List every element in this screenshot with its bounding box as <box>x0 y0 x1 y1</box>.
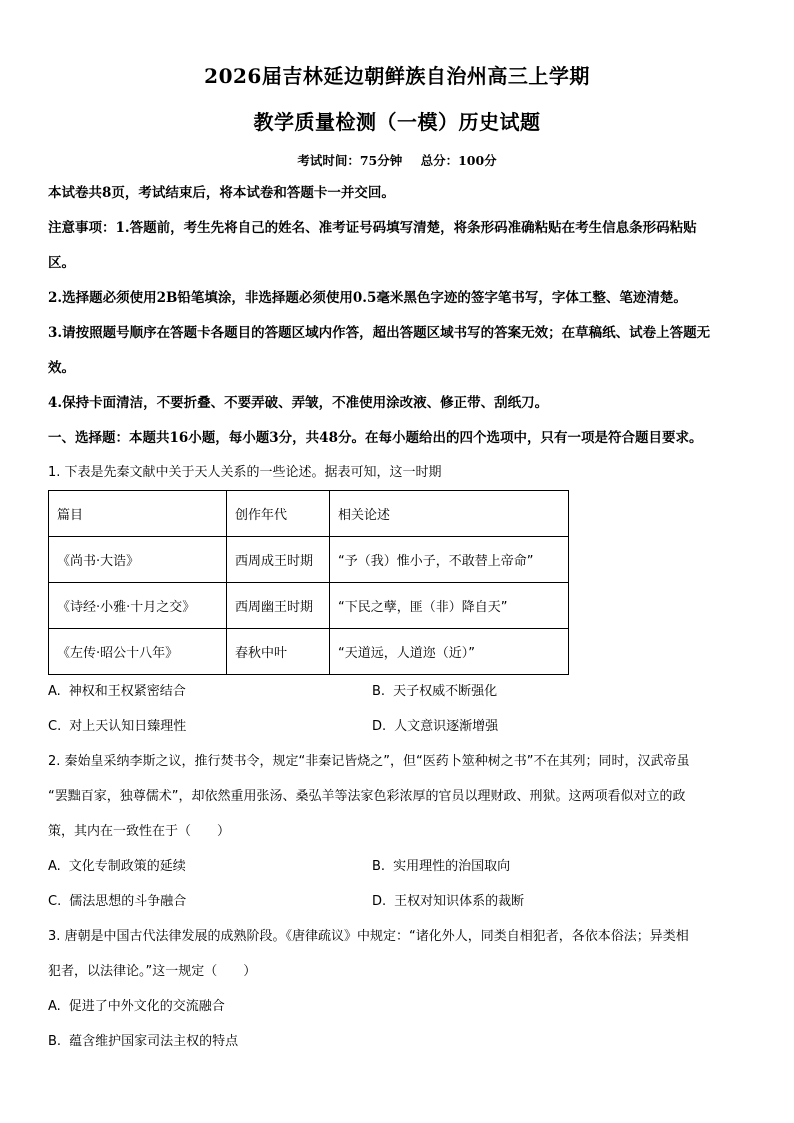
option-label: B. <box>372 859 386 874</box>
question-2-stem-line: “罢黜百家，独尊儒术”，却依然重用张汤、桑弘羊等法家色彩浓厚的官员以理财政、刑狱。这两项看似对立的政 <box>48 789 686 804</box>
q1-option-c <box>48 717 186 737</box>
exam-time: 考试时间：75分钟 <box>297 153 403 168</box>
notice-item-3: 3.请按照题号顺序在答题卡各题目的答题区域内作答，超出答题区域书写的答案无效；在草稿纸、试卷上答题无 <box>48 325 711 341</box>
table-cell: “天道远，人道迩（近）” <box>330 629 569 675</box>
table-cell: 《诗经·小雅·十月之交》 <box>49 583 227 629</box>
exam-title-line2: 教学质量检测（一模）历史试题 <box>253 110 541 134</box>
option-label: C. <box>48 894 62 909</box>
option-text: 蕴含维护国家司法主权的特点 <box>69 1034 239 1049</box>
notice-item-3-cont: 效。 <box>48 360 75 376</box>
section-heading: 一、选择题：本题共16小题，每小题3分，共48分。在每小题给出的四个选项中，只有一项是符合题目要求。 <box>48 430 703 446</box>
q2-option-d <box>372 892 524 912</box>
option-text: 实用理性的治国取向 <box>393 859 511 874</box>
exam-info <box>0 151 794 169</box>
table-header-cell: 创作年代 <box>227 491 330 537</box>
table-header-row <box>49 491 569 537</box>
instruction-line: 本试卷共8页，考试结束后，将本试卷和答题卡一并交回。 <box>48 185 395 201</box>
option-label: D. <box>372 894 387 909</box>
notice-item-2: 2.选择题必须使用2B铅笔填涂，非选择题必须使用0.5毫米黑色字迹的签字笔书写，字体工整、笔迹清楚。 <box>48 290 687 306</box>
option-text: 人文意识逐渐增强 <box>394 719 499 734</box>
q2-option-a <box>48 857 186 877</box>
q1-option-a <box>48 682 186 702</box>
q3-option-b <box>48 1032 238 1052</box>
table-cell: 春秋中叶 <box>227 629 330 675</box>
question-2-stem-line: 2. 秦始皇采纳李斯之议，推行焚书令，规定“非秦记皆烧之”，但“医药卜筮种树之书”不在其列；同时，汉武帝虽 <box>48 754 690 769</box>
table-cell: 西周成王时期 <box>227 537 330 583</box>
option-text: 儒法思想的斗争融合 <box>69 894 187 909</box>
table-cell: 西周幽王时期 <box>227 583 330 629</box>
question-1-stem: 1. 下表是先秦文献中关于天人关系的一些论述。据表可知，这一时期 <box>48 465 442 480</box>
table-header-cell: 相关论述 <box>330 491 569 537</box>
table-row <box>49 537 569 583</box>
option-label: B. <box>48 1034 62 1049</box>
q1-option-d <box>372 717 498 737</box>
q2-option-b <box>372 857 510 877</box>
question-3-stem-line: 犯者，以法律论。”这一规定（ ） <box>48 964 257 979</box>
exam-title-line1: 2026届吉林延边朝鲜族自治州高三上学期 <box>204 64 590 88</box>
option-label: B. <box>372 684 386 699</box>
q2-option-c <box>48 892 186 912</box>
option-text: 天子权威不断强化 <box>393 684 498 699</box>
option-text: 神权和王权紧密结合 <box>68 684 186 699</box>
option-label: A. <box>48 859 61 874</box>
option-text: 文化专制政策的延续 <box>68 859 186 874</box>
table-cell: 《左传·昭公十八年》 <box>49 629 227 675</box>
option-text: 王权对知识体系的裁断 <box>394 894 525 909</box>
q3-option-a <box>48 997 225 1017</box>
table-row <box>49 629 569 675</box>
total-score: 总分：100分 <box>420 153 497 168</box>
option-label: D. <box>372 719 387 734</box>
table-cell: “下民之孽，匪（非）降自天” <box>330 583 569 629</box>
notice-item-1-cont: 区。 <box>48 255 75 271</box>
question-1-table <box>48 490 569 675</box>
notice-item-4: 4.保持卡面清洁，不要折叠、不要弄破、弄皱，不准使用涂改液、修正带、刮纸刀。 <box>48 395 549 411</box>
table-cell: “予（我）惟小子，不敢替上帝命” <box>330 537 569 583</box>
table-cell: 《尚书·大诰》 <box>49 537 227 583</box>
table-row <box>49 583 569 629</box>
notice-item-1: 注意事项：1.答题前，考生先将自己的姓名、准考证号码填写清楚，将条形码准确粘贴在考生信息条形码粘贴 <box>48 220 697 236</box>
table-header-cell: 篇目 <box>49 491 227 537</box>
question-2-stem-line: 策，其内在一致性在于（ ） <box>48 824 231 839</box>
question-3-stem-line: 3. 唐朝是中国古代法律发展的成熟阶段。《唐律疏议》中规定：“诸化外人，同类自相犯者，各依本俗法；异类相 <box>48 929 689 944</box>
q1-option-b <box>372 682 497 702</box>
option-label: A. <box>48 999 61 1014</box>
option-label: C. <box>48 719 62 734</box>
option-text: 促进了中外文化的交流融合 <box>68 999 225 1014</box>
option-text: 对上天认知日臻理性 <box>69 719 187 734</box>
option-label: A. <box>48 684 61 699</box>
